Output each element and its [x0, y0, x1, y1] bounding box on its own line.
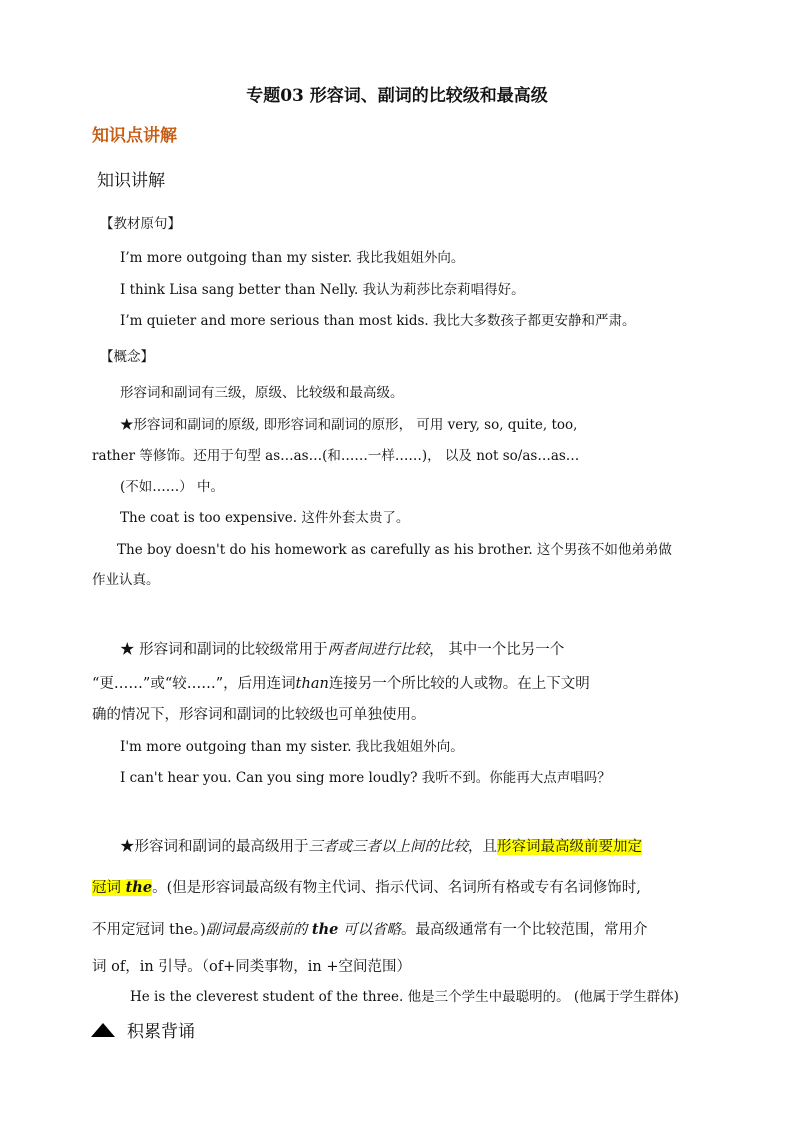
than-emphasis: than	[295, 676, 329, 692]
concept-example-2: The boy doesn't do his homework as carefully as his brother. 这个男孩不如他弟弟做	[117, 542, 672, 558]
comparative-example-1: I'm more outgoing than my sister. 我比我姐姐外向。	[120, 739, 464, 755]
adverb-rule-emphasis: 副词最高级前的	[205, 922, 312, 938]
comparative-example-2: I can't hear you. Can you sing more loudly? 我听不到。你能再大点声唱吗？	[120, 770, 611, 786]
highlight-article-rule: 形容词最高级前要加定	[497, 839, 642, 855]
concept-line-4: (不如……） 中。	[120, 479, 225, 495]
comparative-text: “更……”或“较……”，后用连词	[92, 676, 296, 692]
comparative-emphasis: 两者间进行比较	[327, 642, 430, 658]
superlative-line-2	[92, 876, 641, 900]
superlative-line-3	[92, 918, 647, 942]
concept-line-2: ★形容词和副词的原级, 即形容词和副词的原形， 可用 very, so, quite, too,	[120, 417, 578, 433]
concept-line-1: 形容词和副词有三级，原级、比较级和最高级。	[120, 385, 404, 401]
accumulate-title: 积累背诵	[127, 1022, 195, 1042]
superlative-line-4: 词 of，in 引导。（of+同类事物，in +空间范围）	[92, 959, 412, 975]
comparative-text: ★ 形容词和副词的比较级常用于	[120, 642, 328, 658]
superlative-text-tail: 。(但是形容词最高级有物主代词、指示代词、名词所有格或专有名词修饰时,	[152, 880, 641, 896]
comparative-text-tail: 连接另一个所比较的人或物。在上下文明	[328, 676, 590, 692]
superlative-text-tail: 。最高级通常有一个比较范围，常用介	[400, 922, 648, 938]
adverb-rule-emphasis-tail: 可以省略	[338, 922, 401, 938]
comparative-line-1	[120, 640, 564, 660]
highlight-article-rule-cont: 冠词	[92, 880, 126, 896]
superlative-text: ★形容词和副词的最高级用于	[120, 839, 309, 855]
tag-concept: 【概念】	[100, 349, 154, 365]
triangle-icon	[91, 1023, 115, 1037]
textbook-sentence-1: I’m more outgoing than my sister. 我比我姐姐外向。	[120, 250, 465, 266]
superlative-line-1	[120, 835, 642, 859]
page-title: 专题03 形容词、副词的比较级和最高级	[246, 86, 548, 106]
superlative-emphasis: 三者或三者以上间的比较	[308, 839, 468, 855]
tag-textbook: 【教材原句】	[100, 216, 181, 232]
highlight-the: the	[125, 879, 153, 896]
comparative-text-tail: ， 其中一个比另一个	[429, 642, 565, 658]
superlative-text: ，且	[468, 839, 497, 855]
concept-line-3: rather 等修饰。还用于句型 as…as…(和……一样……)， 以及 not so/as…as…	[92, 448, 580, 464]
adverb-the-emphasis: the	[311, 921, 339, 938]
concept-example-2-cont: 作业认真。	[92, 572, 160, 588]
concept-example-1: The coat is too expensive. 这件外套太贵了。	[120, 510, 410, 526]
superlative-example: He is the cleverest student of the three. 他是三个学生中最聪明的。 (他属于学生群体)	[130, 989, 679, 1005]
section-title: 知识点讲解	[92, 126, 177, 146]
comparative-line-3: 确的情况下，形容词和副词的比较级也可单独使用。	[92, 707, 426, 723]
superlative-text: 不用定冠词 the。)	[92, 922, 206, 938]
subsection-title: 知识讲解	[97, 171, 165, 191]
comparative-line-2	[92, 674, 590, 694]
textbook-sentence-3: I’m quieter and more serious than most kids. 我比大多数孩子都更安静和严肃。	[120, 313, 636, 329]
textbook-sentence-2: I think Lisa sang better than Nelly. 我认为莉莎比奈莉唱得好。	[120, 282, 525, 298]
